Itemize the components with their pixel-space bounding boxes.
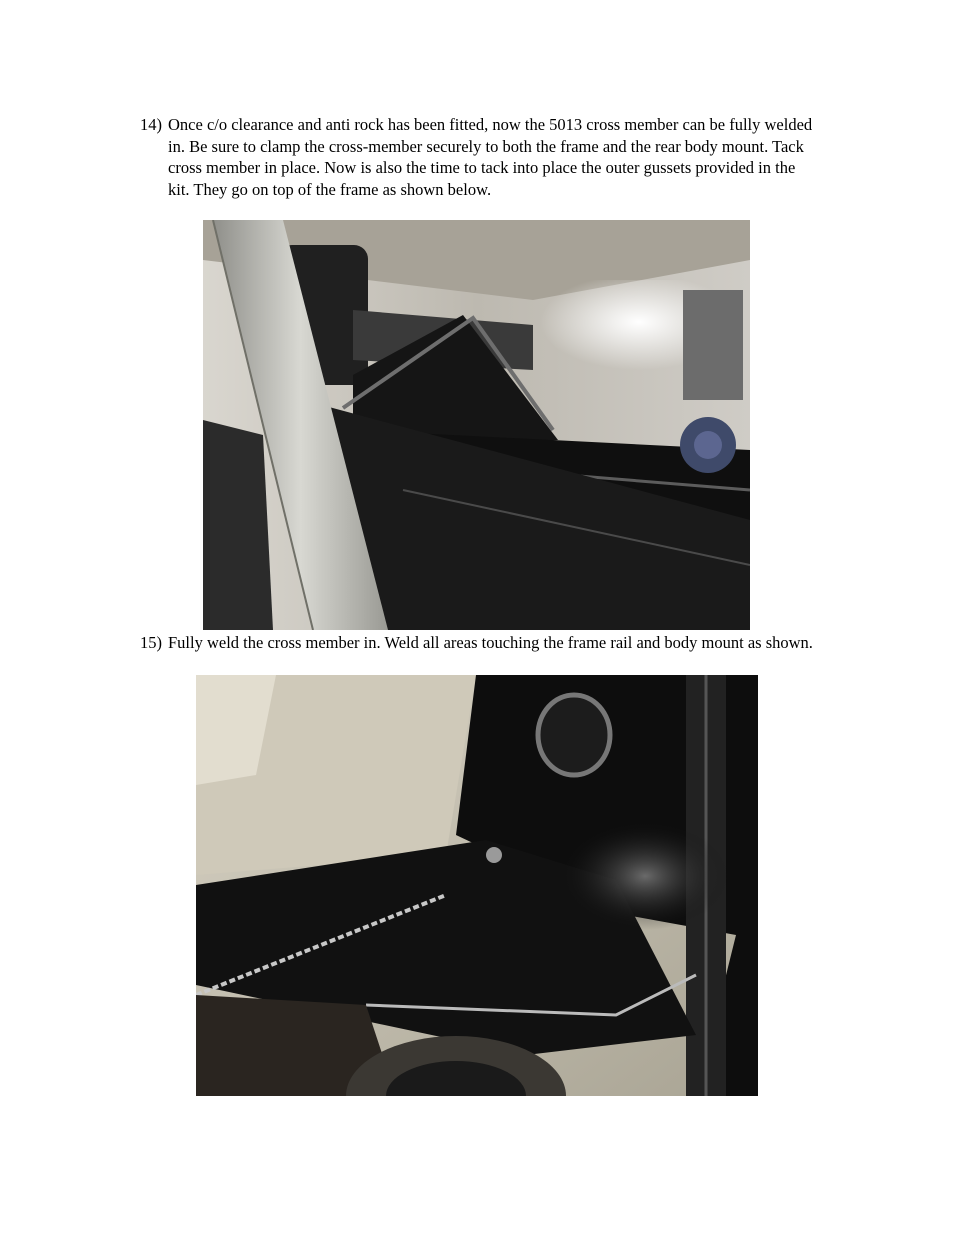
photo-illustration	[203, 220, 750, 630]
instruction-step-14	[140, 114, 820, 200]
instruction-step-15	[140, 632, 820, 654]
photo-illustration	[196, 675, 758, 1096]
photo-tacked-cross-member	[203, 220, 750, 630]
step-text: Fully weld the cross member in. Weld all areas touching the frame rail and body mount as shown.	[168, 633, 813, 652]
step-text: Once c/o clearance and anti rock has been fitted, now the 5013 cross member can be fully welded in. Be sure to clamp the cross-member securely to both the frame and the rear body mount. Tack cross member in place. Now is also the time to tack into place the outer gussets provided in the kit. They go on top of the frame as shown below.	[168, 115, 813, 199]
step-number: 15)	[140, 633, 162, 652]
photo-fully-welded-cross-member	[196, 675, 758, 1096]
step-number: 14)	[140, 115, 162, 134]
